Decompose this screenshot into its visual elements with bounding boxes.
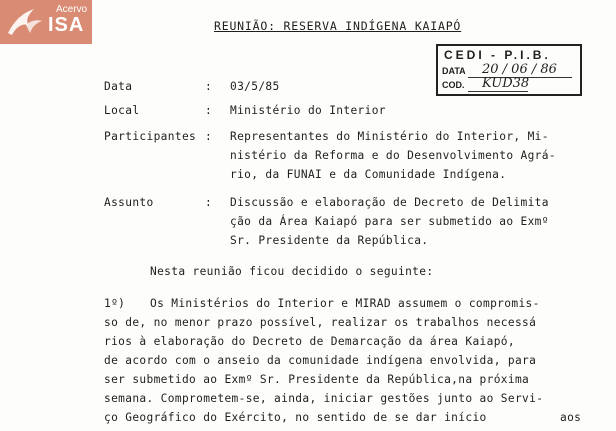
item-line: so de, no menor prazo possível, realizar os trabalhos necessá xyxy=(104,316,537,329)
assunto-line: Sr. Presidente da República. xyxy=(230,234,429,247)
participantes-line: nistério da Reforma e do Desenvolvimento Agrá- xyxy=(230,149,556,162)
logo-label: Acervo xyxy=(56,4,88,15)
colon: : xyxy=(205,196,213,209)
data-label: Data xyxy=(104,80,133,93)
logo-brand: ISA xyxy=(48,14,85,36)
stamp-date-label: DATA xyxy=(442,66,466,76)
stamp-cod-value: KUD38 xyxy=(482,76,530,91)
acervo-isa-logo xyxy=(0,0,92,44)
stamp-header: CEDI - P.I.B. xyxy=(444,48,551,62)
participantes-line: rio, da FUNAI e da Comunidade Indígena. xyxy=(230,168,507,181)
participantes-line: Representantes do Ministério do Interior, Mi- xyxy=(230,130,549,143)
assunto-line: ção da Área Kaiapó para ser submetido ao Exmº xyxy=(230,215,549,228)
item-continuation: aos xyxy=(560,411,582,424)
item-line: ço Geográfico do Exército, no sentido de se dar início xyxy=(104,411,487,424)
item-line: Os Ministérios do Interior e MIRAD assumem o compromis- xyxy=(150,297,540,310)
document-title: REUNIÃO: RESERVA INDÍGENA KAIAPÓ xyxy=(214,19,462,33)
intro-sentence: Nesta reunião ficou decidido o seguinte: xyxy=(150,265,434,278)
archive-stamp xyxy=(436,44,582,96)
local-value: Ministério do Interior xyxy=(230,104,386,117)
colon: : xyxy=(205,130,213,143)
item-number: 1º) xyxy=(104,297,126,310)
colon: : xyxy=(205,104,213,117)
colon: : xyxy=(205,80,213,93)
participantes-label: Participantes xyxy=(104,130,197,143)
stamp-date-value: 20 / 06 / 86 xyxy=(482,62,557,77)
item-line: semana. Comprometem-se, ainda, iniciar gestões junto ao Servi- xyxy=(104,392,544,405)
item-line: rios à elaboração do Decreto de Demarcação da área Kaiapó, xyxy=(104,335,515,348)
bird-icon xyxy=(4,3,46,41)
item-line: ser submetido ao Exmº Sr. Presidente da República,na próxima xyxy=(104,373,530,386)
local-label: Local xyxy=(104,104,140,117)
stamp-cod-label: COD. xyxy=(442,80,465,90)
assunto-line: Discussão e elaboração de Decreto de Delimita xyxy=(230,196,549,209)
item-line: de acordo com o anseio da comunidade indígena envolvida, para xyxy=(104,354,537,367)
data-value: 03/5/85 xyxy=(230,80,280,93)
assunto-label: Assunto xyxy=(104,196,154,209)
